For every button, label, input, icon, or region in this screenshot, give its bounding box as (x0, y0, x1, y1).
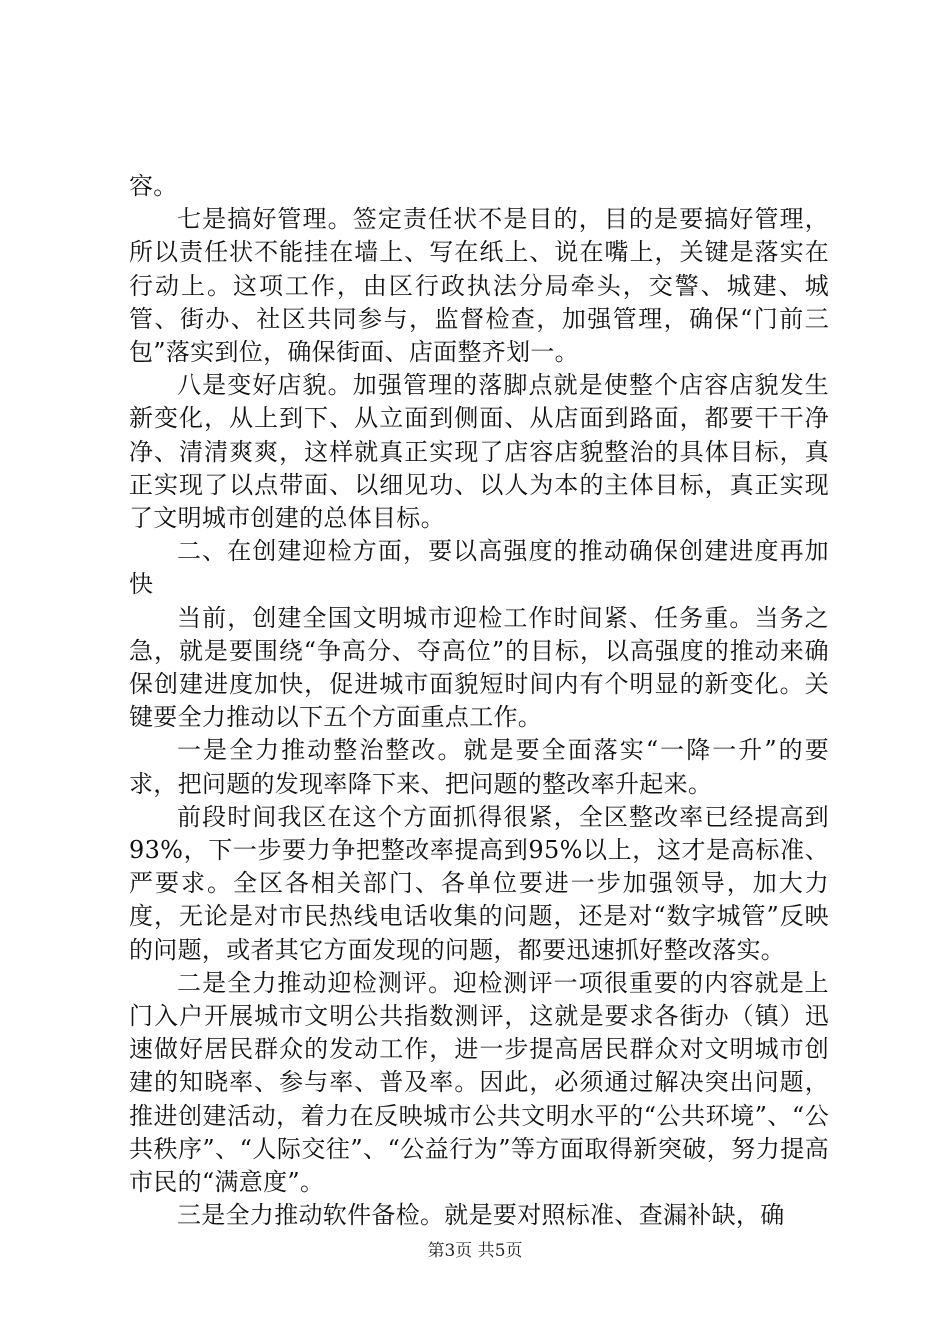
paragraph-continuation: 容。 (129, 172, 178, 200)
paragraph-point-one: 一是全力推动整治整改。就是要全面落实“一降一升”的要求，把问题的发现率降下来、把问题的整改率升起来。 (129, 736, 829, 798)
paragraph-item-eight: 八是变好店貌。加强管理的落脚点就是使整个店容店貌发生新变化，从上到下、从立面到侧面、从店面到路面，都要干干净净、清清爽爽，这样就真正实现了店容店貌整治的具体目标，真正实现了以点带面、以细见功、以人为本的主体目标，真正实现了文明城市创建的总体目标。 (129, 371, 829, 533)
document-body (129, 170, 829, 1233)
page-number-footer: 第3页 共5页 (427, 1241, 523, 1261)
section-heading-two: 二、在创建迎检方面，要以高强度的推动确保创建进度再加快 (129, 537, 829, 599)
paragraph-point-two: 二是全力推动迎检测评。迎检测评一项很重要的内容就是上门入户开展城市文明公共指数测评，这就是要求各街办（镇）迅速做好居民群众的发动工作，进一步提高居民群众对文明城市创建的知晓率、参与率、普及率。因此，必须通过解决突出问题，推进创建活动，着力在反映城市公共文明水平的“公共环境”、“公共秩序”、“人际交往”、“公益行为”等方面取得新突破，努力提高市民的“满意度”。 (129, 968, 829, 1197)
paragraph-intro: 当前，创建全国文明城市迎检工作时间紧、任务重。当务之急，就是要围绕“争高分、夺高位”的目标，以高强度的推动来确保创建进度加快，促进城市面貌短时间内有个明显的新变化。关键要全力推动以下五个方面重点工作。 (129, 603, 829, 732)
paragraph-rectification-rate: 前段时间我区在这个方面抓得很紧，全区整改率已经提高到93%，下一步要力争把整改率提高到95%以上，这才是高标准、严要求。全区各相关部门、各单位要进一步加强领导，加大力度，无论是对市民热线电话收集的问题，还是对“数字城管”反映的问题，或者其它方面发现的问题，都要迅速抓好整改落实。 (129, 802, 829, 964)
paragraph-item-seven: 七是搞好管理。签定责任状不是目的，目的是要搞好管理，所以责任状不能挂在墙上、写在纸上、说在嘴上，关键是落实在行动上。这项工作，由区行政执法分局牵头，交警、城建、城管、街办、社区共同参与，监督检查，加强管理，确保“门前三包”落实到位，确保街面、店面整齐划一。 (129, 205, 829, 367)
paragraph-point-three: 三是全力推动软件备检。就是要对照标准、查漏补缺，确 (177, 1201, 785, 1230)
